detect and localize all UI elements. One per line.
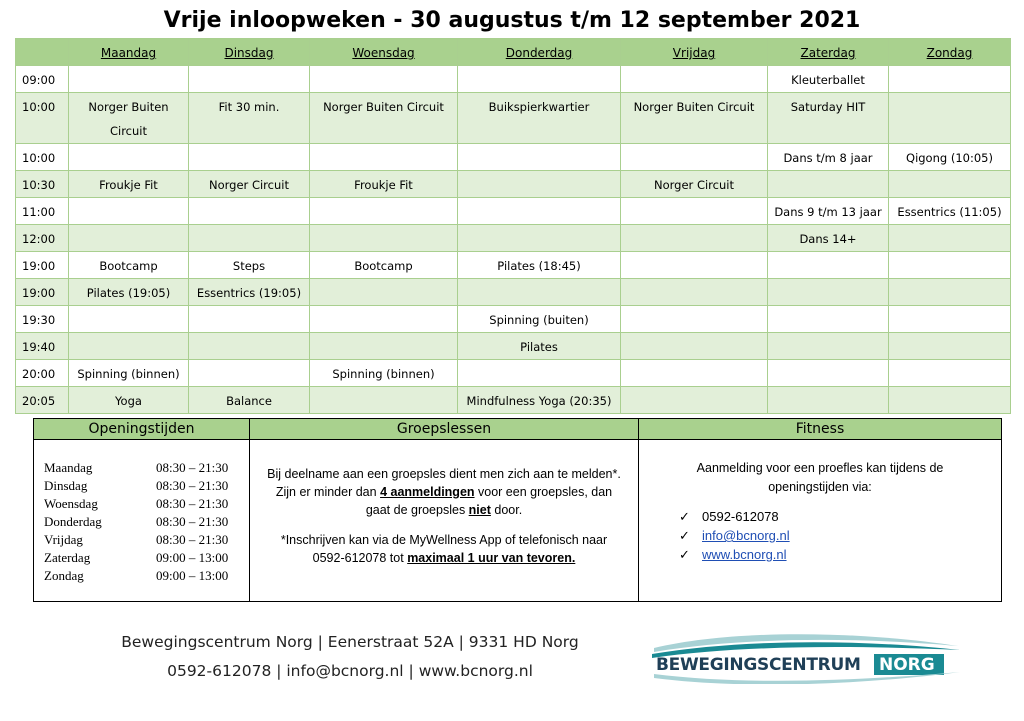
header-maandag: Maandag: [69, 39, 189, 66]
class-cell-zondag: [889, 360, 1011, 387]
check-icon: ✓: [679, 528, 690, 543]
class-cell-donderdag: [458, 171, 621, 198]
class-cell-zondag: [889, 333, 1011, 360]
table-row: [16, 144, 1011, 171]
rule-text: Bij deelname aan een groepsles dient men zich aan te melden*. Zijn er minder dan: [267, 467, 621, 499]
hours-time: 09:00 – 13:00: [156, 550, 229, 565]
class-cell-zondag: [889, 306, 1011, 333]
opening-hours-heading: Openingstijden: [34, 419, 249, 440]
class-cell-maandag: Pilates (19:05): [69, 279, 189, 306]
footer-contact: [100, 628, 600, 686]
list-item: [679, 526, 790, 545]
class-cell-zaterdag: Dans 9 t/m 13 jaar: [768, 198, 889, 225]
class-cell-zaterdag: [768, 387, 889, 414]
table-row: [16, 279, 1011, 306]
class-cell-vrijdag: Norger Circuit: [621, 171, 768, 198]
hours-time: 08:30 – 21:30: [156, 532, 229, 547]
fitness-phone: 0592-612078: [702, 509, 779, 524]
class-cell-donderdag: Spinning (buiten): [458, 306, 621, 333]
class-cell-donderdag: [458, 279, 621, 306]
time-cell: 19:00: [16, 252, 69, 279]
hours-time: 08:30 – 21:30: [156, 496, 229, 511]
class-cell-zaterdag: [768, 360, 889, 387]
class-cell-zondag: [889, 387, 1011, 414]
class-cell-zaterdag: Saturday HIT: [768, 93, 889, 144]
table-row: [16, 333, 1011, 360]
hours-row: [44, 495, 246, 513]
class-cell-zaterdag: [768, 333, 889, 360]
class-cell-dinsdag: [189, 66, 310, 93]
class-cell-dinsdag: [189, 360, 310, 387]
class-cell-zaterdag: [768, 279, 889, 306]
schedule-table: [15, 38, 1011, 414]
class-cell-maandag: [69, 225, 189, 252]
hours-day: Dinsdag: [44, 478, 88, 493]
time-cell: 19:30: [16, 306, 69, 333]
class-cell-maandag: Norger Buiten Circuit: [69, 93, 189, 144]
header-zaterdag: Zaterdag: [768, 39, 889, 66]
list-item: [679, 507, 790, 526]
class-cell-dinsdag: [189, 198, 310, 225]
hours-day: Woensdag: [44, 496, 98, 511]
hours-day: Zondag: [44, 568, 84, 583]
group-lessons-text: [266, 465, 622, 567]
fitness-intro: Aanmelding voor een proefles kan tijdens de openingstijden via:: [696, 461, 944, 494]
hours-time: 09:00 – 13:00: [156, 568, 229, 583]
list-item: [679, 545, 790, 564]
info-box: [33, 418, 1002, 602]
fitness-email-link[interactable]: info@bcnorg.nl: [702, 528, 790, 543]
class-cell-vrijdag: [621, 360, 768, 387]
class-cell-maandag: [69, 66, 189, 93]
table-row: [16, 66, 1011, 93]
time-cell: 12:00: [16, 225, 69, 252]
class-cell-maandag: Froukje Fit: [69, 171, 189, 198]
class-cell-woensdag: [310, 66, 458, 93]
class-cell-woensdag: [310, 144, 458, 171]
class-cell-zondag: Qigong (10:05): [889, 144, 1011, 171]
bewegingscentrum-norg-logo: [648, 634, 964, 684]
class-cell-zondag: [889, 279, 1011, 306]
opening-hours-panel: [34, 419, 250, 601]
class-cell-maandag: [69, 333, 189, 360]
class-cell-woensdag: [310, 198, 458, 225]
table-row: [16, 306, 1011, 333]
class-cell-donderdag: Pilates: [458, 333, 621, 360]
class-cell-dinsdag: Essentrics (19:05): [189, 279, 310, 306]
class-cell-donderdag: [458, 66, 621, 93]
hours-row: [44, 513, 246, 531]
hours-day: Donderdag: [44, 514, 102, 529]
table-row: [16, 252, 1011, 279]
table-row: [16, 225, 1011, 252]
class-cell-woensdag: [310, 225, 458, 252]
check-icon: ✓: [679, 547, 690, 562]
class-cell-donderdag: Buikspierkwartier: [458, 93, 621, 144]
table-row: [16, 93, 1011, 144]
fitness-website-link[interactable]: www.bcnorg.nl: [702, 547, 787, 562]
hours-time: 08:30 – 21:30: [156, 460, 229, 475]
class-cell-zaterdag: Dans t/m 8 jaar: [768, 144, 889, 171]
class-cell-maandag: [69, 144, 189, 171]
class-cell-dinsdag: [189, 144, 310, 171]
hours-row: [44, 477, 246, 495]
logo-word-1: BEWEGINGSCENTRUM: [656, 655, 861, 675]
class-cell-woensdag: [310, 279, 458, 306]
fitness-panel: [639, 419, 1001, 601]
header-dinsdag: Dinsdag: [189, 39, 310, 66]
hours-day: Maandag: [44, 460, 93, 475]
header-vrijdag: Vrijdag: [621, 39, 768, 66]
group-lessons-signup: [266, 531, 622, 567]
class-cell-donderdag: Pilates (18:45): [458, 252, 621, 279]
hours-time: 08:30 – 21:30: [156, 478, 229, 493]
class-cell-maandag: [69, 198, 189, 225]
time-cell: 11:00: [16, 198, 69, 225]
class-cell-maandag: Bootcamp: [69, 252, 189, 279]
class-cell-woensdag: Spinning (binnen): [310, 360, 458, 387]
class-cell-dinsdag: [189, 333, 310, 360]
table-row: [16, 360, 1011, 387]
class-cell-zondag: [889, 93, 1011, 144]
time-cell: 20:05: [16, 387, 69, 414]
class-cell-donderdag: [458, 225, 621, 252]
group-lessons-heading: Groepslessen: [250, 419, 638, 440]
class-cell-zondag: [889, 66, 1011, 93]
class-cell-woensdag: [310, 333, 458, 360]
class-cell-vrijdag: [621, 66, 768, 93]
time-cell: 19:40: [16, 333, 69, 360]
opening-hours-list: [44, 459, 246, 585]
time-cell: 10:30: [16, 171, 69, 198]
class-cell-woensdag: [310, 387, 458, 414]
schedule-body: [16, 66, 1011, 414]
class-cell-vrijdag: [621, 198, 768, 225]
page-title: Vrije inloopweken - 30 augustus t/m 12 september 2021: [163, 8, 861, 33]
hours-row: [44, 567, 246, 585]
class-cell-dinsdag: Fit 30 min.: [189, 93, 310, 144]
class-cell-dinsdag: Steps: [189, 252, 310, 279]
hours-time: 08:30 – 21:30: [156, 514, 229, 529]
table-row: [16, 198, 1011, 225]
class-cell-dinsdag: Norger Circuit: [189, 171, 310, 198]
class-cell-zondag: [889, 252, 1011, 279]
class-cell-zondag: [889, 171, 1011, 198]
class-cell-donderdag: [458, 360, 621, 387]
class-cell-zaterdag: Dans 14+: [768, 225, 889, 252]
signup-text: *Inschrijven kan via de MyWellness App of telefonisch naar 0592-612078 tot: [280, 533, 608, 565]
class-cell-woensdag: [310, 306, 458, 333]
footer-contact-line: 0592-612078 | info@bcnorg.nl | www.bcnorg.nl: [167, 662, 533, 680]
class-cell-zondag: [889, 225, 1011, 252]
class-cell-maandag: Spinning (binnen): [69, 360, 189, 387]
class-cell-zaterdag: [768, 306, 889, 333]
class-cell-woensdag: Norger Buiten Circuit: [310, 93, 458, 144]
hours-day: Vrijdag: [44, 532, 83, 547]
header-woensdag: Woensdag: [310, 39, 458, 66]
fitness-contact-list: [679, 507, 790, 564]
hours-row: [44, 549, 246, 567]
class-cell-maandag: Yoga: [69, 387, 189, 414]
class-cell-vrijdag: [621, 333, 768, 360]
header-time: [16, 39, 69, 66]
rule-text: door.: [490, 503, 523, 517]
class-cell-dinsdag: [189, 306, 310, 333]
table-row: [16, 171, 1011, 198]
signup-deadline: maximaal 1 uur van tevoren.: [407, 551, 576, 565]
class-cell-woensdag: Froukje Fit: [310, 171, 458, 198]
class-cell-vrijdag: [621, 306, 768, 333]
class-cell-donderdag: [458, 144, 621, 171]
group-lessons-rule: [266, 465, 622, 519]
hours-row: [44, 531, 246, 549]
time-cell: 09:00: [16, 66, 69, 93]
class-cell-zondag: Essentrics (11:05): [889, 198, 1011, 225]
class-cell-donderdag: Mindfulness Yoga (20:35): [458, 387, 621, 414]
logo-word-2: NORG: [879, 655, 935, 675]
class-cell-zaterdag: [768, 252, 889, 279]
class-cell-woensdag: Bootcamp: [310, 252, 458, 279]
class-cell-zaterdag: [768, 171, 889, 198]
header-zondag: Zondag: [889, 39, 1011, 66]
table-row: [16, 387, 1011, 414]
class-cell-dinsdag: [189, 225, 310, 252]
group-lessons-panel: [250, 419, 639, 601]
hours-row: [44, 459, 246, 477]
time-cell: 19:00: [16, 279, 69, 306]
rule-not: niet: [468, 503, 491, 517]
hours-day: Zaterdag: [44, 550, 91, 565]
class-cell-donderdag: [458, 198, 621, 225]
rule-min-signups: 4 aanmeldingen: [380, 485, 475, 499]
footer-address: Bewegingscentrum Norg | Eenerstraat 52A | 9331 HD Norg: [121, 633, 579, 651]
time-cell: 10:00: [16, 93, 69, 144]
class-cell-zaterdag: Kleuterballet: [768, 66, 889, 93]
class-cell-maandag: [69, 306, 189, 333]
class-cell-vrijdag: Norger Buiten Circuit: [621, 93, 768, 144]
class-cell-vrijdag: [621, 225, 768, 252]
fitness-heading: Fitness: [639, 419, 1001, 440]
class-cell-vrijdag: [621, 252, 768, 279]
class-cell-vrijdag: [621, 387, 768, 414]
check-icon: ✓: [679, 509, 690, 524]
class-cell-vrijdag: [621, 279, 768, 306]
time-cell: 20:00: [16, 360, 69, 387]
class-cell-dinsdag: Balance: [189, 387, 310, 414]
time-cell: 10:00: [16, 144, 69, 171]
schedule-header-row: [16, 39, 1011, 66]
class-cell-vrijdag: [621, 144, 768, 171]
header-donderdag: Donderdag: [458, 39, 621, 66]
rule-text: voor een groepsles, dan gaat de groepsles: [365, 485, 613, 517]
